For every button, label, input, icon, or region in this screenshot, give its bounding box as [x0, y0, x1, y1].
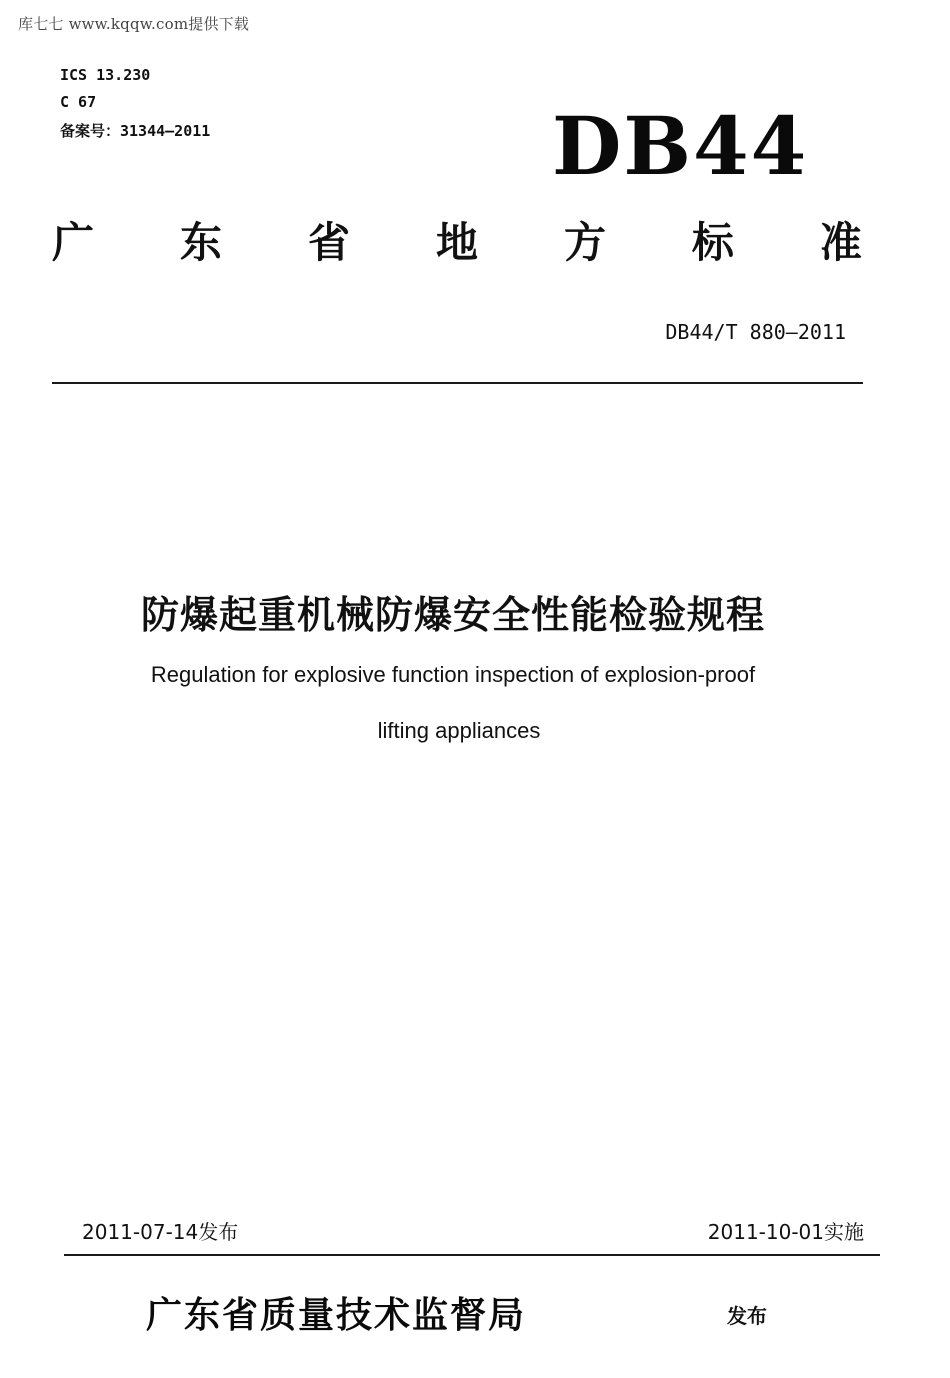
- title-english-line2: lifting appliances: [377, 718, 541, 743]
- watermark-text: 库七七 www.kqqw.com提供下载: [18, 15, 250, 33]
- ccs-code: C 67: [60, 93, 97, 111]
- standard-class-char: 准: [819, 218, 862, 267]
- implementation-date: 2011-10-01实施: [707, 1220, 864, 1244]
- header-divider: [52, 382, 863, 384]
- standard-class-char: 地: [435, 218, 478, 267]
- standard-number: DB44/T 880—2011: [665, 320, 846, 344]
- standard-class-char: 广: [52, 218, 95, 267]
- standard-class-char: 省: [307, 218, 350, 267]
- ics-code: ICS 13.230: [60, 66, 151, 84]
- db44-logo: DB44: [552, 99, 809, 193]
- title-chinese: 防爆起重机械防爆安全性能检验规程: [140, 593, 765, 637]
- standard-class-char: 标: [691, 218, 734, 267]
- publish-label: 发布: [727, 1304, 767, 1328]
- standard-class-heading: [52, 218, 862, 267]
- title-english-line1: Regulation for explosive function inspection of explosion-proof: [150, 662, 756, 687]
- record-number: 备案号：31344—2011: [60, 122, 211, 140]
- standard-class-char: 东: [179, 218, 222, 267]
- footer-divider: [64, 1254, 880, 1256]
- standard-class-char: 方: [563, 218, 606, 267]
- issue-date: 2011-07-14发布: [82, 1220, 239, 1244]
- publisher-name: 广东省质量技术监督局: [146, 1294, 527, 1336]
